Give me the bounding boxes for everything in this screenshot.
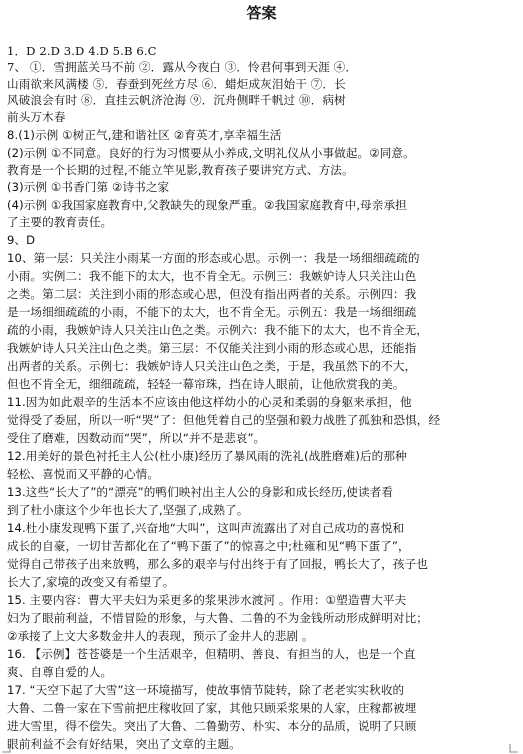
- corner-mark-right: [508, 744, 518, 754]
- answer-line-6: 8.(1)示例 ①树正气,建和谐社区 ②育英才,享幸福生活: [7, 128, 282, 142]
- answer-line-31: 长大了,家境的改变又有希望了。: [7, 575, 175, 589]
- answer-line-39: 进大雪里，得不偿失。突出了大鲁、二鲁勤劳、朴实、本分的品质，说明了只顾: [7, 719, 417, 733]
- answer-line-13: 10、第一层：只关注小雨某一方面的形态或心思。示例一：我是一场细细疏疏的: [7, 251, 420, 265]
- answer-line-20: 但也不肯全无，细细疏疏，轻轻一幕帘珠，挡在诗人眼前，让他欣赏我的美。: [7, 377, 405, 391]
- answer-line-37: 17. “天空下起了大雪”这一环境描写，使故事情节陡转，除了老老实实秋收的: [7, 683, 405, 697]
- answer-line-36: 爽、自尊自爱的人。: [7, 665, 113, 679]
- answer-line-12: 9、D: [7, 233, 36, 247]
- answer-line-9: (3)示例 ①书香门第 ②诗书之家: [7, 180, 170, 194]
- answer-line-30: 觉得自己带孩子出来放鸭，那么多的艰辛与付出终于有了回报，鸭长大了，孩子也: [7, 557, 428, 571]
- answer-line-25: 轻松、喜悦而又平静的心情。: [7, 467, 160, 481]
- answer-line-1: 1．D 2.D 3.D 4.D 5.B 6.C: [7, 44, 157, 58]
- answer-line-26: 13.这些“长大了”的“漂亮”的鸭们映衬出主人公的身影和成长经历,使读者看: [7, 485, 394, 499]
- answer-line-8: 教育是一个长期的过程,不能立竿见影,教育孩子要讲究方式、方法。: [7, 163, 354, 177]
- answer-line-22: 觉得受了委屈，所以一听“哭”了：但他凭着自己的坚强和毅力战胜了孤独和恐惧，经: [7, 413, 441, 427]
- answer-line-17: 疏的小雨，我嫉妒诗人只关注山色之类。示例六：我不能下的太大，也不肯全无，: [7, 323, 428, 337]
- corner-mark-left: [2, 744, 12, 754]
- answer-line-40: 眼前利益不会有好结果，突出了文章的主题。: [7, 737, 241, 751]
- answer-line-28: 14.杜小康发现鸭下蛋了,兴奋地“大叫”，这叫声流露出了对自己成功的喜悦和: [7, 521, 405, 535]
- answer-line-5: 前头万木春: [7, 110, 66, 124]
- answer-line-23: 受住了磨难，因数动而“哭”，所以“并不是悲哀”。: [7, 431, 266, 445]
- answer-line-7: (2)示例 ①不同意。良好的行为习惯要从小养成,文明礼仪从小事做起。②同意。: [7, 146, 415, 160]
- answer-line-10: (4)示例 ①我国家庭教育中,父教缺失的现象严重。②我国家庭教育中,母亲承担: [7, 198, 407, 212]
- answer-line-32: 15. 主要内容：曹大平夫妇为采更多的浆果涉水渡河 。作用：①塑造曹大平夫: [7, 593, 407, 607]
- answer-line-29: 成长的自豪，一切甘苦都化在了“鸭下蛋了”的惊喜之中;杜雍和见“鸭下蛋了”，: [7, 539, 410, 553]
- answer-line-21: 11.因为如此艰辛的生活本不应该由他这样幼小的心灵和柔弱的身躯来承担，他: [7, 395, 412, 409]
- answer-line-2: 7、 ①．雪拥蓝关马不前 ②．露从今夜白 ③．怜君何事到天涯 ④．: [7, 60, 358, 74]
- page-title: 答案: [246, 4, 277, 22]
- answer-line-33: 妇为了眼前利益，不惜冒险的形象，与大鲁、二鲁的不为金钱所动形成鲜明对比；: [7, 611, 428, 625]
- answer-line-19: 出两者的关系。示例七：我嫉妒诗人只关注山色之类，于是，我虽然下的不大，: [7, 359, 417, 373]
- answer-line-16: 是一场细细疏疏的小雨，不能下的太大，也不肯全无。示例五：我是一场细细疏: [7, 305, 417, 319]
- answer-line-4: 风破浪会有时 ⑧．直挂云帆济沧海 ⑨．沉舟侧畔千帆过 ⑩．病树: [7, 93, 346, 107]
- answer-line-24: 12.用美好的景色衬托主人公(杜小康)经历了暴风雨的洗礼(战胜磨难)后的那种: [7, 449, 407, 463]
- answer-line-18: 我嫉妒诗人只关注山色之类。第三层：不仅能关注到小雨的形态或心思，还能指: [7, 341, 417, 355]
- answer-line-11: 了主要的教育责任。: [7, 215, 113, 229]
- answer-line-35: 16. 【示例】苍苍婆是一个生活艰辛，但精明、善良、有担当的人，也是一个直: [7, 647, 416, 661]
- answer-line-15: 之类。第二层：关注到小雨的形态或心思，但没有指出两者的关系。示例四：我: [7, 287, 417, 301]
- answer-line-14: 小雨。实例二：我不能下的太大，也不肯全无。示例三：我嫉妒诗人只关注山色: [7, 269, 417, 283]
- answer-line-38: 大鲁、二鲁一家在下雪前把庄稼收回了家，其他只顾采浆果的人家，庄稼都被埋: [7, 701, 417, 715]
- answer-line-34: ②承接了上文大多数金井人的表现，预示了金井人的悲剧 。: [7, 629, 314, 643]
- answer-line-3: 山雨欲来风满楼 ⑤．春蚕到死丝方尽 ⑥．蜡炬成灰泪始干 ⑦．长: [7, 77, 346, 91]
- answer-line-27: 到了杜小康这个少年也长大了,坚强了,成熟了。: [7, 503, 249, 517]
